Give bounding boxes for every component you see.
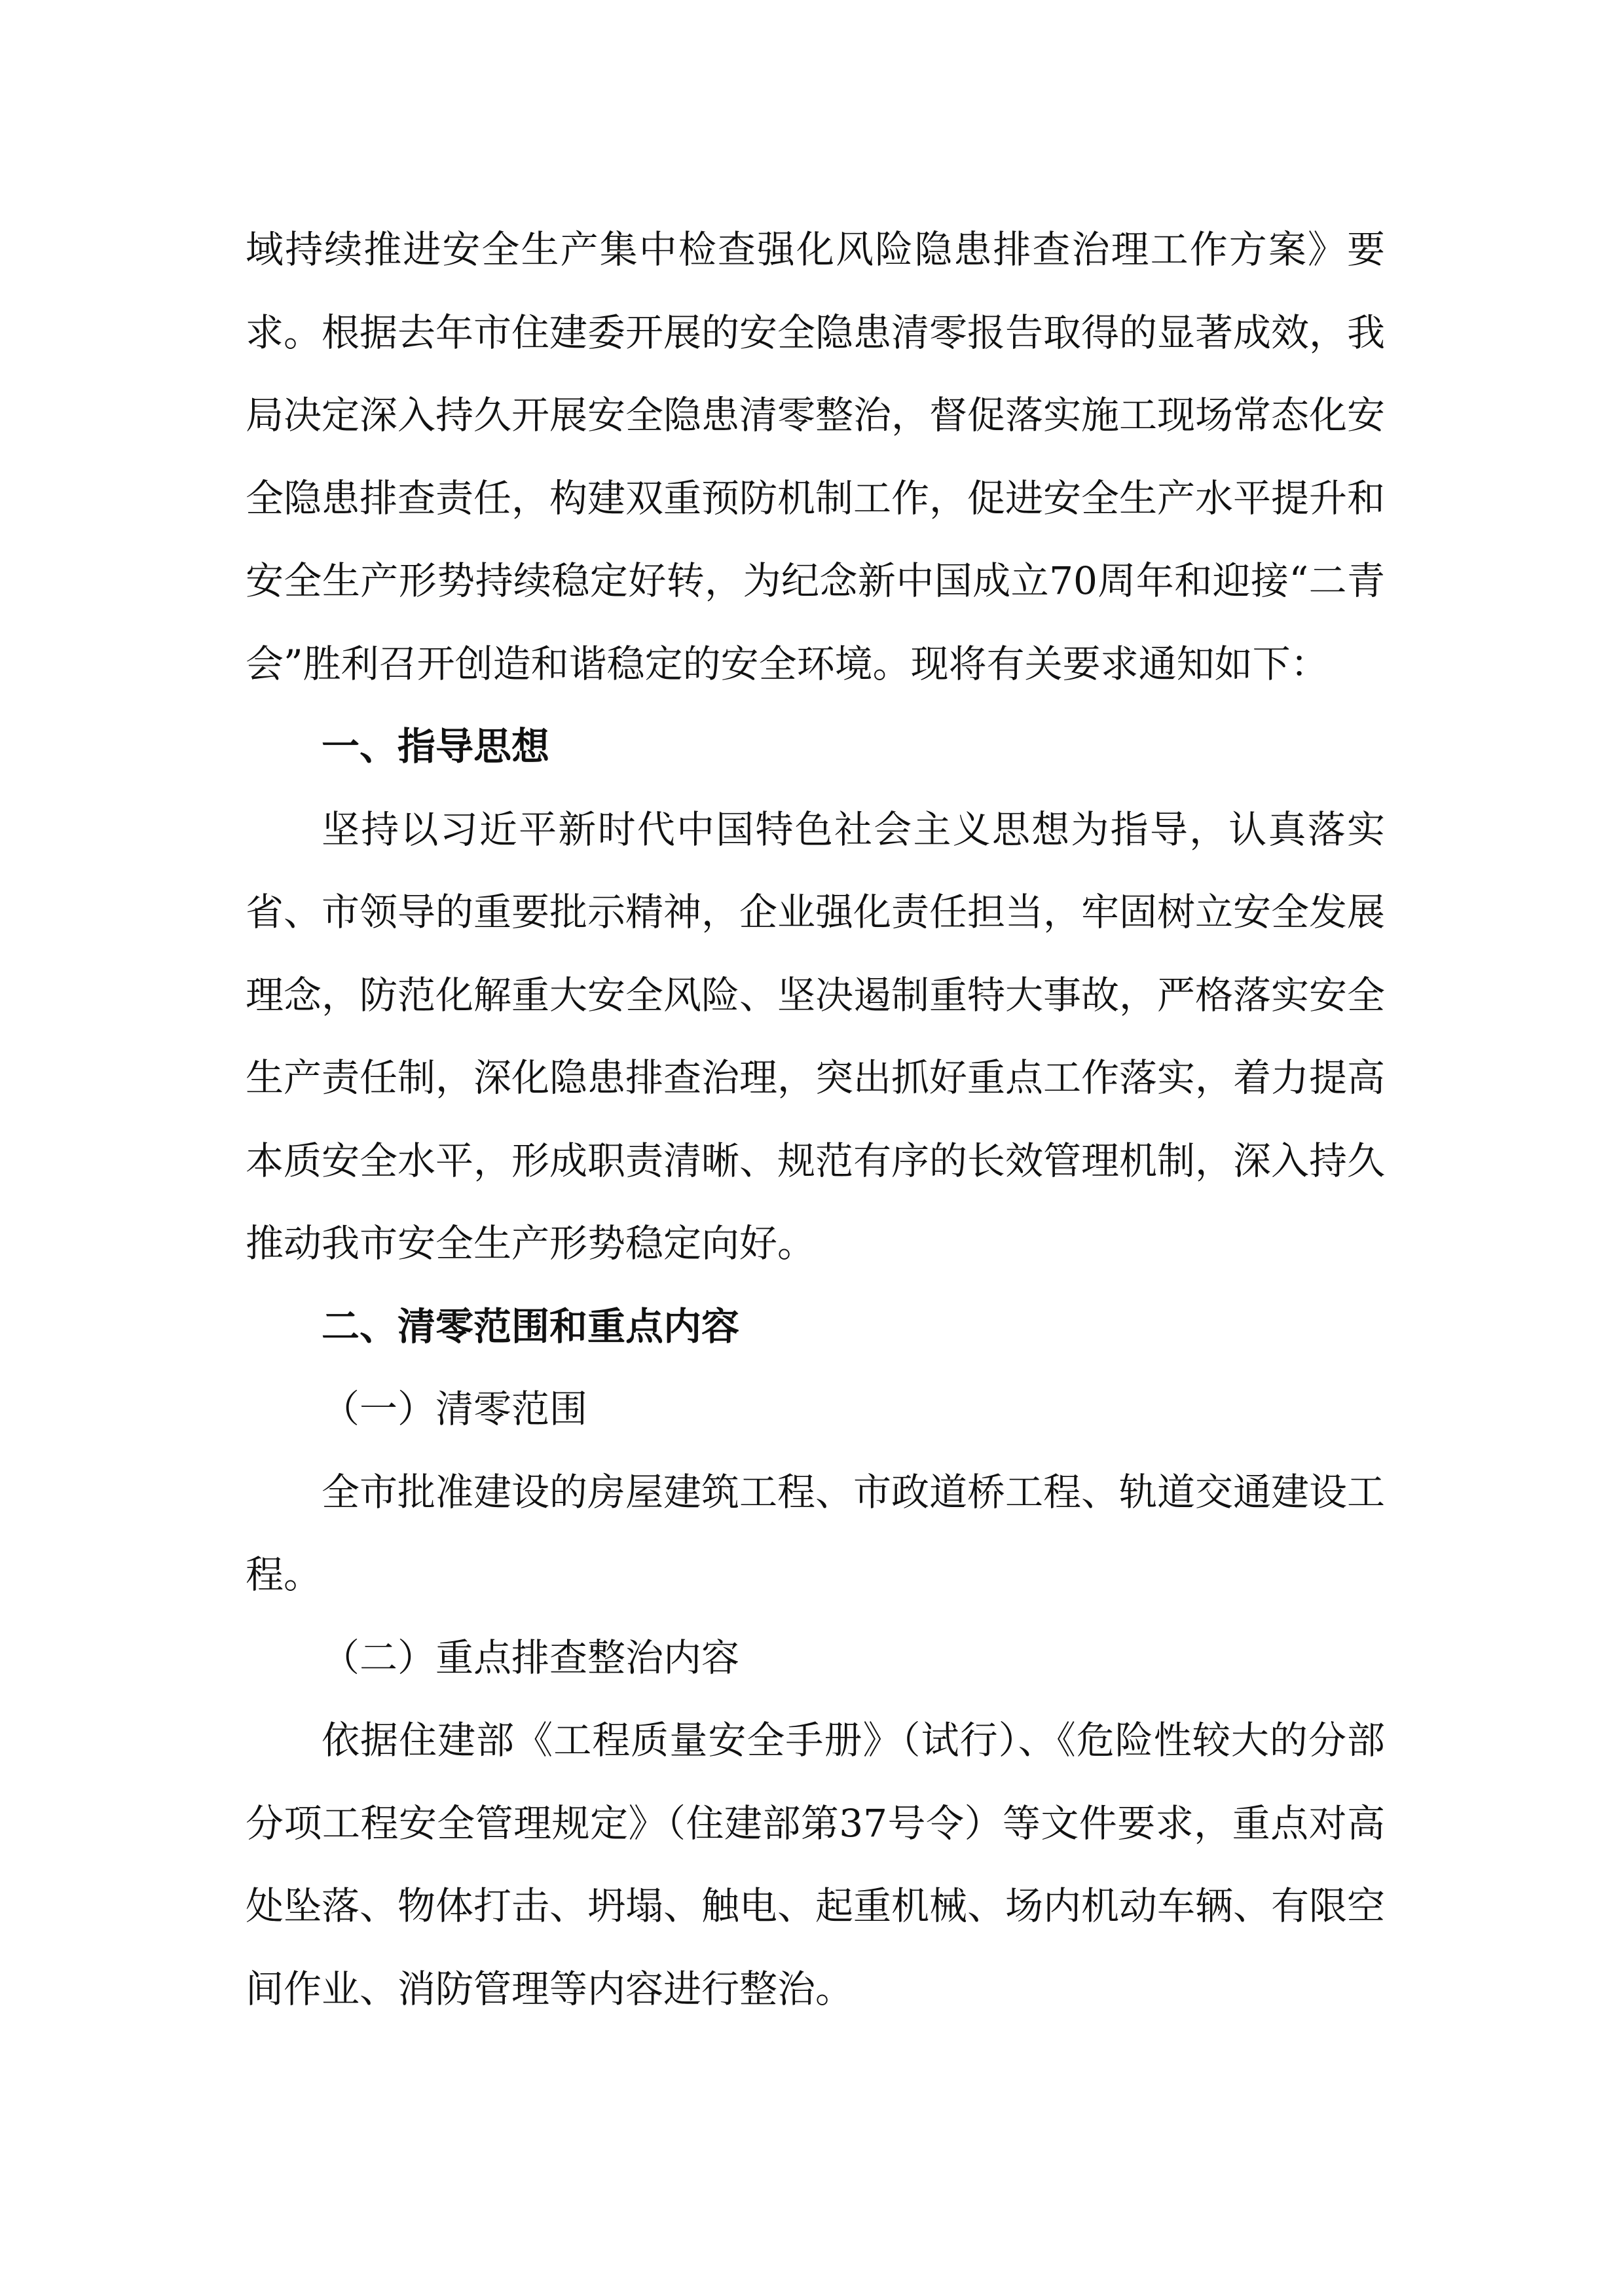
section-heading-scope-and-content: 二、清零范围和重点内容 [322, 1303, 740, 1349]
paragraph-intro-continuation: 域持续推进安全生产集中检查强化风险隐患排查治理工作方案》要求。根据去年市住建委开展的安全隐患清零报告取得的显著成效，我局决定深入持久开展安全隐患清零整治，督促落实施工现场常态化安全隐患排查责任，构建双重预防机制工作，促进安全生产水平提升和安全生产形势持续稳定好转，为纪念新中国成立70周年和迎接“二青会”胜利召开创造和谐稳定的安全环境。现将有关要求通知如下： [246, 227, 1386, 686]
document-page [246, 208, 1385, 2030]
subheading-key-rectification: （二）重点排查整治内容 [322, 1635, 740, 1680]
paragraph-guiding-ideology: 坚持以习近平新时代中国特色社会主义思想为指导，认真落实省、市领导的重要批示精神，企业强化责任担当，牢固树立安全发展理念，防范化解重大安全风险、坚决遏制重特大事故，严格落实安全生产责任制，深化隐患排查治理，突出抓好重点工作落实，着力提高本质安全水平，形成职责清晰、规范有序的长效管理机制，深入持久推动我市安全生产形势稳定向好。 [246, 807, 1386, 1266]
section-heading-guiding-ideology: 一、指导思想 [322, 724, 550, 769]
subheading-scope: （一）清零范围 [322, 1387, 588, 1431]
paragraph-key-rectification: 依据住建部《工程质量安全手册》（试行）、《危险性较大的分部分项工程安全管理规定》（住建部第37号令）等文件要求，重点对高处坠落、物体打击、坍塌、触电、起重机械、场内机动车辆、有限空间作业、消防管理等内容进行整治。 [246, 1718, 1386, 2011]
paragraph-scope: 全市批准建设的房屋建筑工程、市政道桥工程、轨道交通建设工程。 [246, 1469, 1386, 1597]
